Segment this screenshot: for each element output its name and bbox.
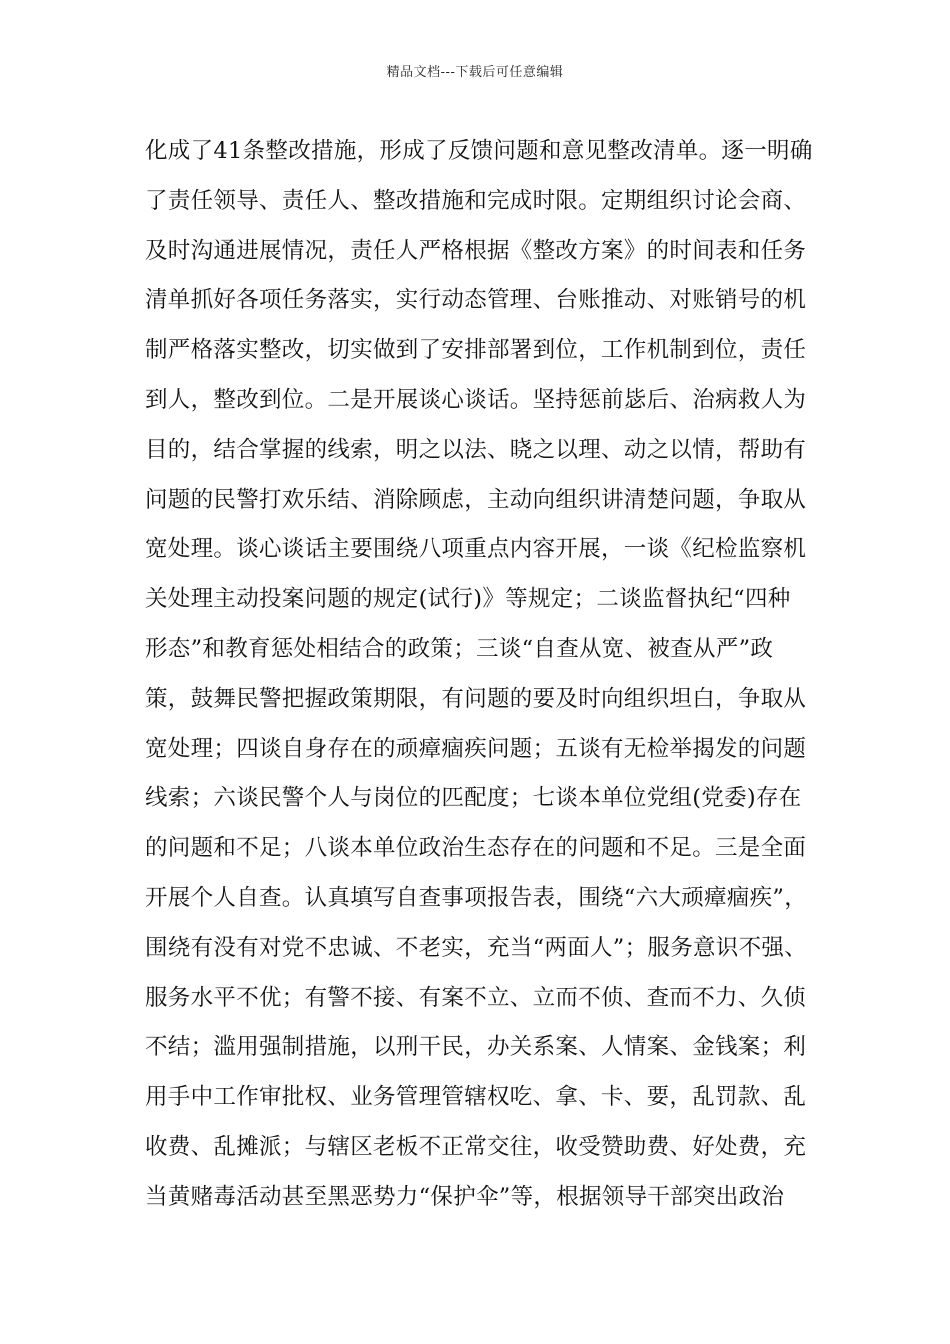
text-line: 关处理主动投案问题的规定(试行)》等规定；二谈监督执纪“四种 <box>145 586 791 613</box>
text-line: 宽处理。谈心谈话主要围绕八项重点内容开展，一谈《纪检监察机 <box>145 536 807 563</box>
text-line: 线索；六谈民警个人与岗位的匹配度；七谈本单位党组(党委)存在 <box>145 785 802 812</box>
text-line: 制严格落实整改，切实做到了安排部署到位，工作机制到位，责任 <box>145 337 807 364</box>
text-line: 围绕有没有对党不忠诚、不老实，充当“两面人”；服务意识不强、 <box>145 934 808 961</box>
text-line: 及时沟通进展情况，责任人严格根据《整改方案》的时间表和任务 <box>145 237 807 264</box>
text-line: 问题的民警打欢乐结、消除顾虑，主动向组织讲清楚问题，争取从 <box>145 486 807 513</box>
text-line: 策，鼓舞民警把握政策期限，有问题的要及时向组织坦白，争取从 <box>145 685 807 712</box>
text-line: 清单抓好各项任务落实，实行动态管理、台账推动、对账销号的机 <box>145 287 807 314</box>
page-header: 精品文档---下载后可任意编辑 <box>386 65 564 80</box>
text-line: 用手中工作审批权、业务管理管辖权吃、拿、卡、要，乱罚款、乱 <box>145 1084 807 1111</box>
document-body <box>145 127 835 1223</box>
text-line: 目的，结合掌握的线索，明之以法、晓之以理、动之以情，帮助有 <box>145 436 807 463</box>
text-line: 形态”和教育惩处相结合的政策；三谈“自查从宽、被查从严”政 <box>145 635 774 662</box>
text-line: 化成了41条整改措施，形成了反馈问题和意见整改清单。逐一明确 <box>145 138 813 164</box>
text-line: 宽处理；四谈自身存在的顽瘴痼疾问题；五谈有无检举揭发的问题 <box>145 735 807 762</box>
text-line: 开展个人自查。认真填写自查事项报告表，围绕“六大顽瘴痼疾”， <box>145 884 808 911</box>
text-line: 收费、乱摊派；与辖区老板不正常交往，收受赞助费、好处费，充 <box>145 1133 807 1160</box>
text-line: 服务水平不优；有警不接、有案不立、立而不侦、查而不力、久侦 <box>145 984 807 1011</box>
text-line: 当黄赌毒活动甚至黑恶势力“保护伞”等，根据领导干部突出政治 <box>145 1183 785 1210</box>
text-line: 到人，整改到位。二是开展谈心谈话。坚持惩前毖后、治病救人为 <box>145 386 807 413</box>
text-line: 不结；滥用强制措施，以刑干民，办关系案、人情案、金钱案；利 <box>145 1034 807 1061</box>
text-line: 的问题和不足；八谈本单位政治生态存在的问题和不足。三是全面 <box>145 835 807 862</box>
text-line: 了责任领导、责任人、整改措施和完成时限。定期组织讨论会商、 <box>145 187 807 214</box>
